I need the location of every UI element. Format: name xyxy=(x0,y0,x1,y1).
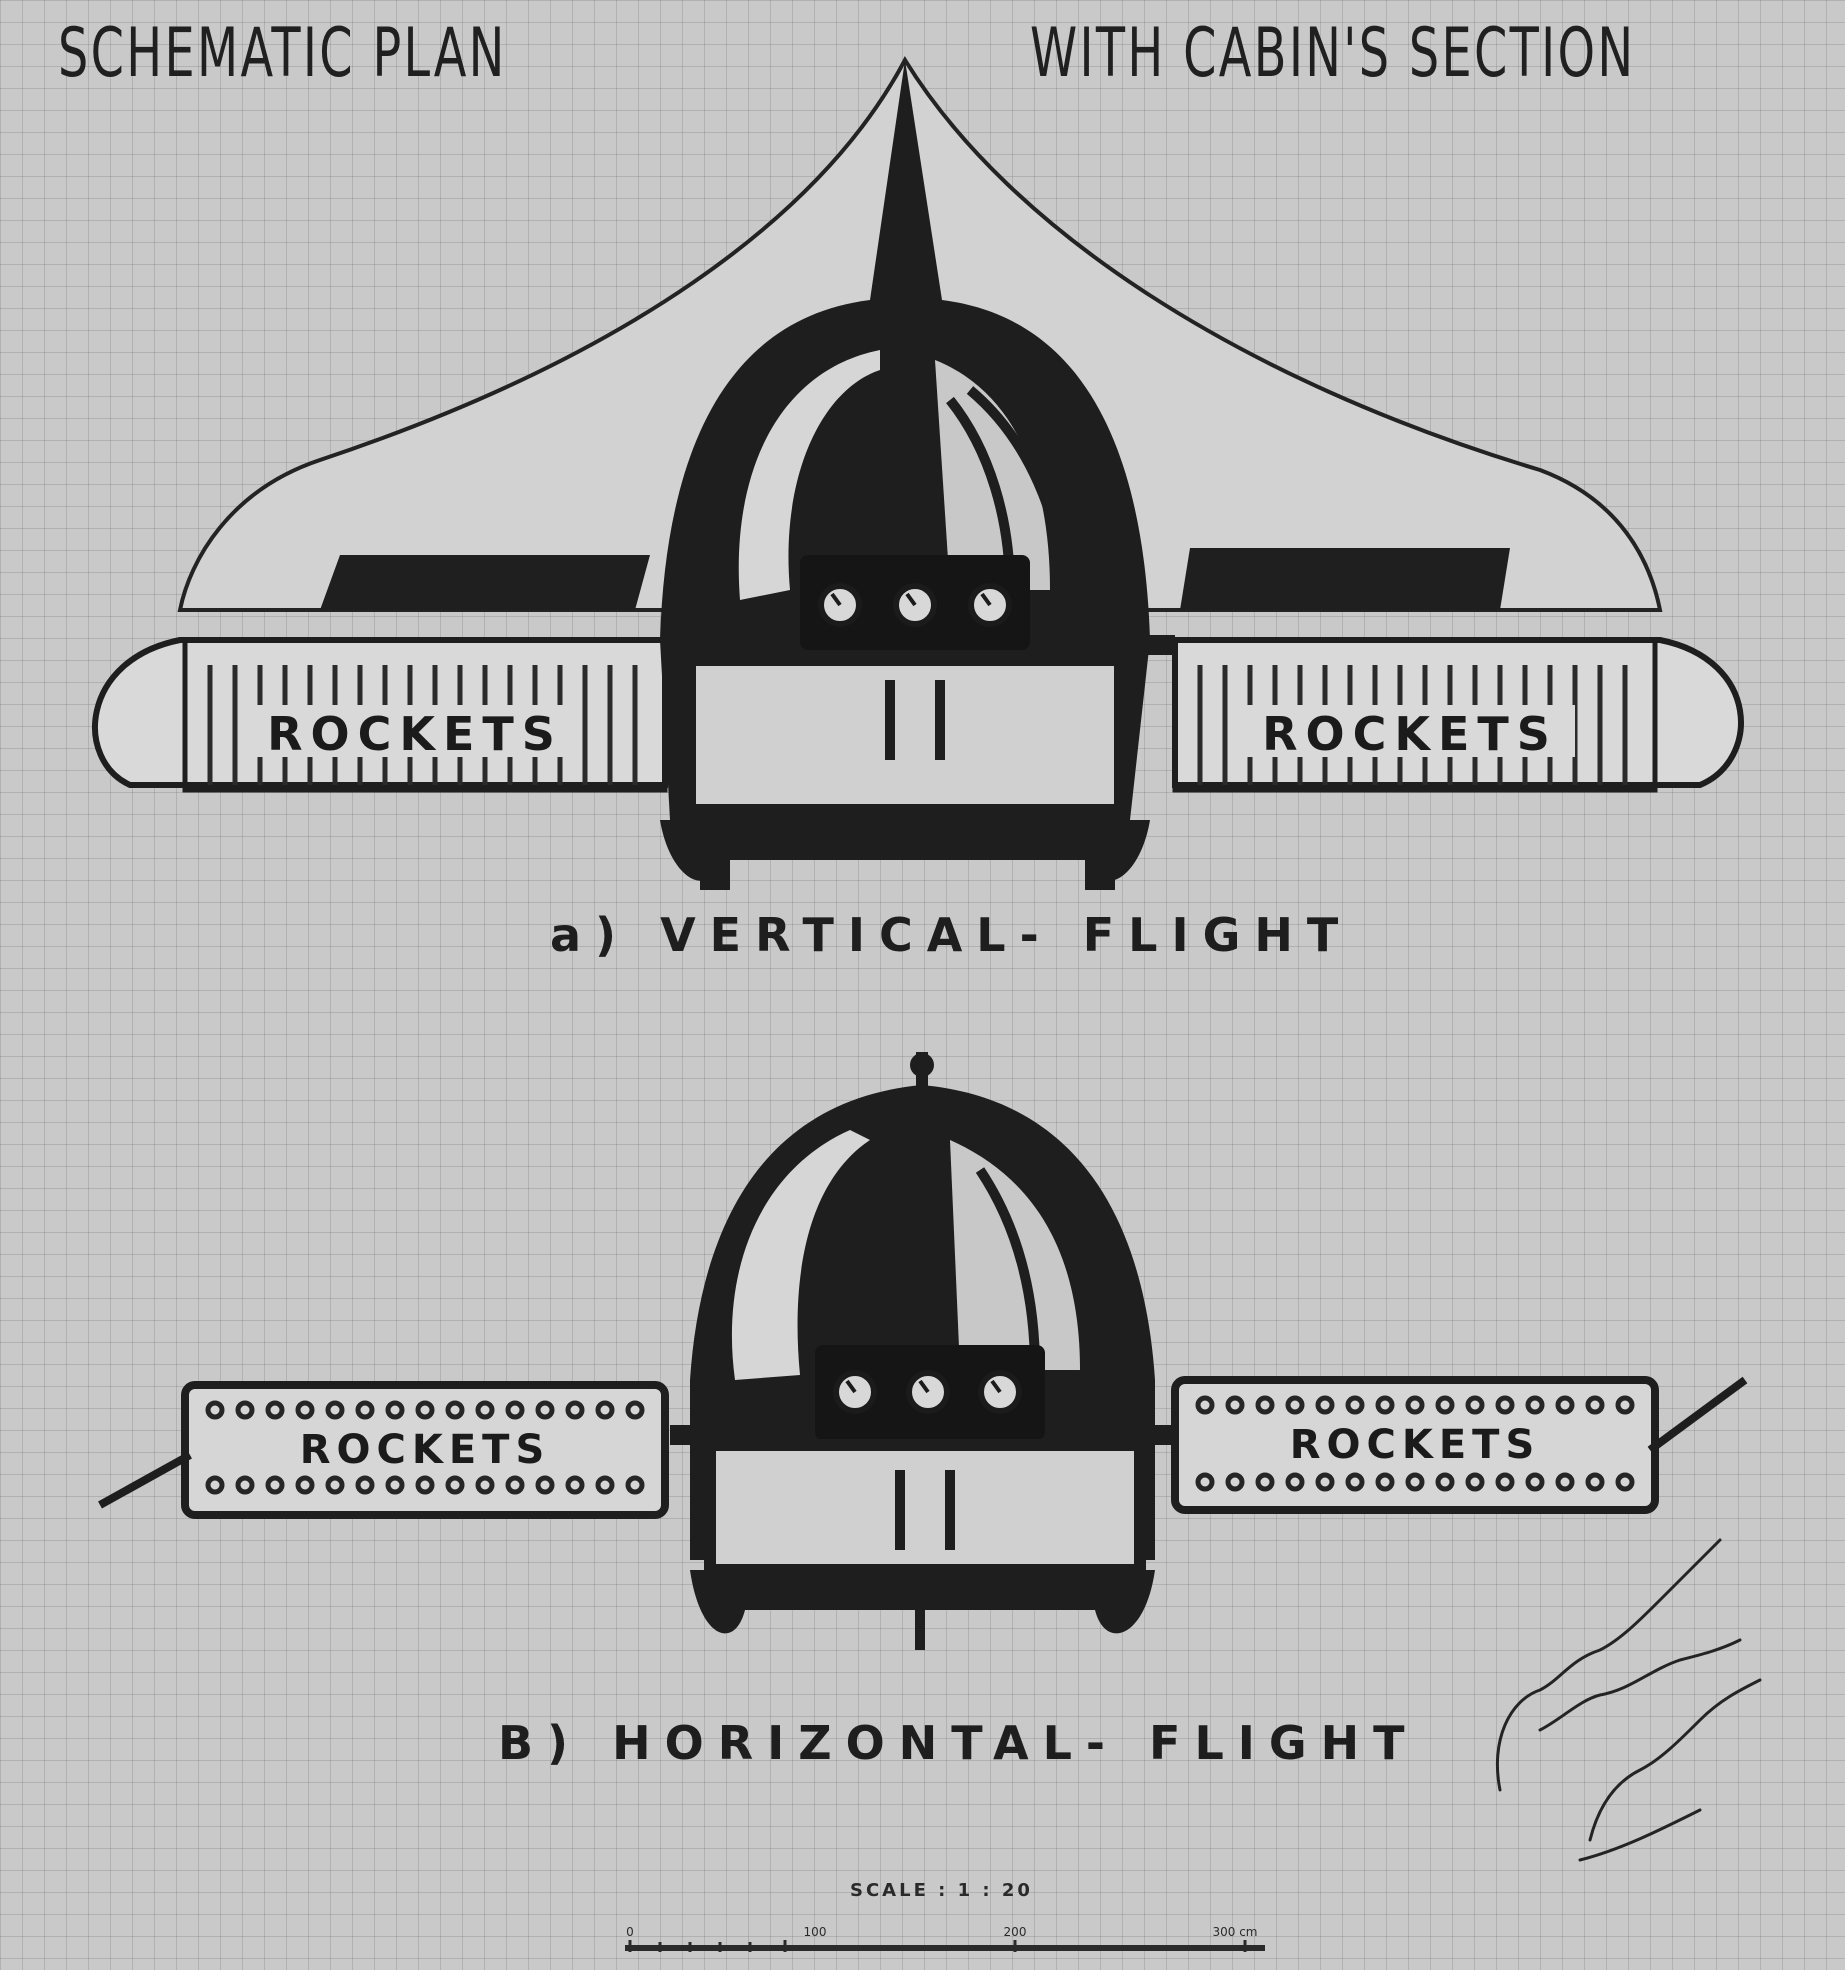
rocket-label-vertical-right: ROCKETS xyxy=(1262,707,1558,761)
rocket-label-horizontal-left: ROCKETS xyxy=(299,1427,551,1473)
rocket-panel-right xyxy=(1175,1380,1745,1510)
rocket-pod-left xyxy=(95,555,665,790)
scale-tick-100: 100 xyxy=(803,1925,827,1939)
scale-label: SCALE : 1 : 20 xyxy=(850,1880,1033,1901)
rocket-label-vertical-left: ROCKETS xyxy=(267,707,563,761)
caption-horizontal-flight: B) HORIZONTAL- FLIGHT xyxy=(498,1716,1419,1770)
signature xyxy=(1497,1540,1760,1860)
rocket-label-horizontal-right: ROCKETS xyxy=(1289,1422,1541,1468)
scale-bar xyxy=(625,1925,1265,1952)
horizontal-flight-figure xyxy=(100,1052,1745,1650)
scale-tick-200: 200 xyxy=(1003,1925,1027,1939)
vertical-flight-figure xyxy=(95,60,1741,890)
rocket-pod-right xyxy=(1175,548,1741,790)
scale-tick-0: 0 xyxy=(626,1925,634,1939)
scale-tick-300: 300 cm xyxy=(1212,1925,1258,1939)
caption-vertical-flight: a) VERTICAL- FLIGHT xyxy=(550,908,1353,962)
title-right: WITH CABIN'S SECTION xyxy=(1030,14,1636,93)
cabin-horizontal xyxy=(670,1052,1175,1650)
title-left: SCHEMATIC PLAN xyxy=(58,14,507,93)
rocket-panel-left xyxy=(100,1385,665,1515)
